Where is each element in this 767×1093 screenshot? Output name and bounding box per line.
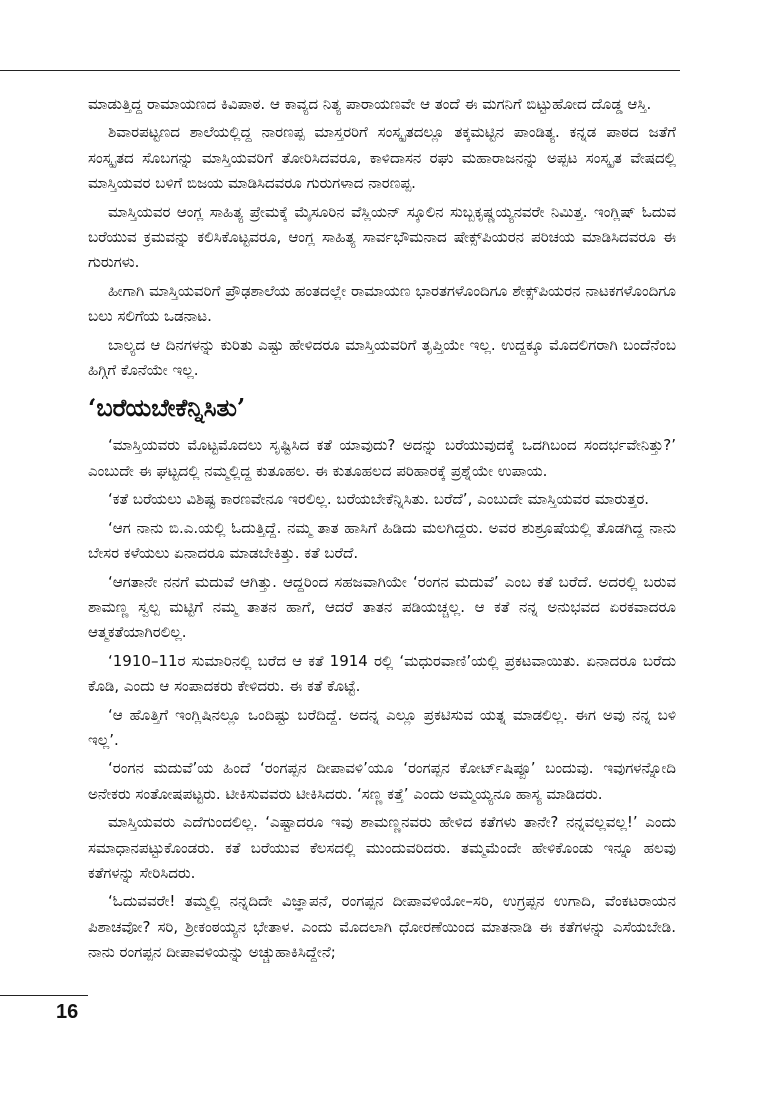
top-divider [0, 70, 680, 71]
paragraph: ‘ರಂಗನ ಮದುವೆ’ಯ ಹಿಂದೆ ‘ರಂಗಪ್ಪನ ದೀಪಾವಳಿ’ಯೂ ‘ರಂಗಪ್ಪನ ಕೋರ್ಟ್‌ಷಿಪ್ಪೂ’ ಬಂದುವು. ಇವುಗಳನ್ನೋದಿ ಅನೇಕರು ಸಂತೋಷಪಟ್ಟರು. ಟೀಕಿಸುವವರು ಟೀಕಿಸಿದರು. ‘ಸಣ್ಣ ಕತ್ತೆ’ ಎಂದು ಅಮ್ಮಯ್ಯನೂ ಹಾಸ್ಯ ಮಾಡಿದರು. [88, 759, 676, 803]
paragraph: ಹೀಗಾಗಿ ಮಾಸ್ತಿಯವರಿಗೆ ಪ್ರೌಢಶಾಲೆಯ ಹಂತದಲ್ಲೇ ರಾಮಾಯಣ ಭಾರತಗಳೊಂದಿಗೂ ಶೇಕ್ಸ್‌ಪಿಯರನ ನಾಟಕಗಳೊಂದಿಗೂ ಬಲು ಸಲಿಗೆಯ ಒಡನಾಟ. [88, 281, 676, 326]
page-body [88, 92, 676, 969]
paragraph: ‘ಆ ಹೊತ್ತಿಗೆ ಇಂಗ್ಲಿಷಿನಲ್ಲೂ ಒಂದಿಷ್ಟು ಬರೆದಿದ್ದೆ. ಅದನ್ನ ಎಲ್ಲೂ ಪ್ರಕಟಿಸುವ ಯತ್ನ ಮಾಡಲಿಲ್ಲ. ಈಗ ಅವು ನನ್ನ ಬಳಿ ಇಲ್ಲ’. [88, 705, 676, 749]
paragraph: ‘ಓದುವವರೇ! ತಮ್ಮಲ್ಲಿ ನನ್ನದಿದೇ ವಿಜ್ಞಾಪನೆ, ರಂಗಪ್ಪನ ದೀಪಾವಳಿಯೋ–ಸರಿ, ಉಗ್ರಪ್ಪನ ಉಗಾದಿ, ವೆಂಕಟರಾಯನ ಪಿಶಾಚವೋ? ಸರಿ, ಶ್ರೀಕಂಠಯ್ಯನ ಭೇತಾಳ. ಎಂದು ಮೊದಲಾಗಿ ಧೋರಣೆಯಿಂದ ಮಾತನಾಡಿ ಈ ಕತೆಗಳನ್ನು ಎಸೆಯಬೇಡಿ. ನಾನು ರಂಗಪ್ಪನ ದೀಪಾವಳಿಯನ್ನು ಅಚ್ಚುಹಾಕಿಸಿದ್ದೇನೆ; [88, 892, 676, 962]
page-number: 16 [56, 1001, 79, 1023]
section-heading: ‘ಬರೆಯಬೇಕೆನ್ನಿಸಿತು’ [88, 393, 246, 423]
paragraph: ‘ಕತೆ ಬರೆಯಲು ವಿಶಿಷ್ಟ ಕಾರಣವೇನೂ ಇರಲಿಲ್ಲ. ಬರೆಯಬೇಕೆನ್ನಿಸಿತು. ಬರೆದೆ’, ಎಂಬುದೇ ಮಾಸ್ತಿಯವರ ಮಾರುತ್ತರ. [108, 490, 650, 509]
paragraph: ‘ಆಗ ನಾನು ಬಿ.ಎ.ಯಲ್ಲಿ ಓದುತ್ತಿದ್ದೆ. ನಮ್ಮ ತಾತ ಹಾಸಿಗೆ ಹಿಡಿದು ಮಲಗಿದ್ದರು. ಅವರ ಶುಶ್ರೂಷೆಯಲ್ಲಿ ತೊಡಗಿದ್ದ ನಾನು ಬೇಸರ ಕಳೆಯಲು ಏನಾದರೂ ಮಾಡಬೇಕಿತ್ತು. ಕತೆ ಬರೆದೆ. [88, 518, 676, 563]
paragraph: ಬಾಲ್ಯದ ಆ ದಿನಗಳನ್ನು ಕುರಿತು ಎಷ್ಟು ಹೇಳಿದರೂ ಮಾಸ್ತಿಯವರಿಗೆ ತೃಪ್ತಿಯೇ ಇಲ್ಲ. ಉದ್ದಕ್ಕೂ ಮೊದಲಿಗರಾಗಿ ಬಂದೆನೆಂಬ ಹಿಗ್ಗಿಗೆ ಕೊನೆಯೇ ಇಲ್ಲ. [88, 335, 676, 380]
footer-divider [0, 995, 88, 996]
paragraph: ಮಾಡುತ್ತಿದ್ದ ರಾಮಾಯಣದ ಕಿವಿಪಾಠ. ಆ ಕಾವ್ಯದ ನಿತ್ಯ ಪಾರಾಯಣವೇ ಆ ತಂದೆ ಈ ಮಗನಿಗೆ ಬಿಟ್ಟುಹೋದ ದೊಡ್ಡ ಆಸ್ತಿ. [88, 95, 652, 113]
paragraph: ಮಾಸ್ತಿಯವರು ಎದೆಗುಂದಲಿಲ್ಲ. ‘ಎಷ್ಟಾದರೂ ಇವು ಶಾಮಣ್ಣನವರು ಹೇಳಿದ ಕತೆಗಳು ತಾನೇ? ನನ್ನವಲ್ಲವಲ್ಲ!’ ಎಂದು ಸಮಾಧಾನಪಟ್ಟುಕೊಂಡರು. ಕತೆ ಬರೆಯುವ ಕೆಲಸದಲ್ಲಿ ಮುಂದುವರಿದರು. ತಮ್ಮಮೆಂದೇ ಹೇಳಿಕೊಂಡು ಇನ್ನೂ ಹಲವು ಕತೆಗಳನ್ನು ಸೇರಿಸಿದರು. [88, 813, 676, 882]
paragraph: ‘ಮಾಸ್ತಿಯವರು ಮೊಟ್ಟಮೊದಲು ಸೃಷ್ಟಿಸಿದ ಕತೆ ಯಾವುದು? ಅದನ್ನು ಬರೆಯುವುದಕ್ಕೆ ಒದಗಿಬಂದ ಸಂದರ್ಭವೇನಿತ್ತು?’ ಎಂಬುದೇ ಈ ಘಟ್ಟದಲ್ಲಿ ನಮ್ಮಲ್ಲಿದ್ದ ಕುತೂಹಲ. ಈ ಕುತೂಹಲದ ಪರಿಹಾರಕ್ಕೆ ಪ್ರಶ್ನೆಯೇ ಉಪಾಯ. [88, 436, 676, 480]
paragraph: ಮಾಸ್ತಿಯವರ ಆಂಗ್ಲ ಸಾಹಿತ್ಯ ಪ್ರೇಮಕ್ಕೆ ಮೈಸೂರಿನ ವೆಸ್ಲಿಯನ್ ಸ್ಕೂಲಿನ ಸುಬ್ಬಕೃಷ್ಣಯ್ಯನವರೇ ನಿಮಿತ್ತ. ಇಂಗ್ಲಿಷ್ ಓದುವ ಬರೆಯುವ ಕ್ರಮವನ್ನು ಕಲಿಸಿಕೊಟ್ಟವರೂ, ಆಂಗ್ಲ ಸಾಹಿತ್ಯ ಸಾರ್ವಭೌಮನಾದ ಷೇಕ್ಸ್‌ಪಿಯರನ ಪರಿಚಯ ಮಾಡಿಸಿದವರೂ ಈ ಗುರುಗಳು. [88, 202, 676, 272]
paragraph: ‘ಆಗತಾನೇ ನನಗೆ ಮದುವೆ ಆಗಿತ್ತು. ಆದ್ದರಿಂದ ಸಹಜವಾಗಿಯೇ ‘ರಂಗನ ಮದುವೆ’ ಎಂಬ ಕತೆ ಬರೆದೆ. ಅದರಲ್ಲಿ ಬರುವ ಶಾಮಣ್ಣ ಸ್ವಲ್ಪ ಮಟ್ಟಿಗೆ ನಮ್ಮ ತಾತನ ಹಾಗೆ, ಆದರೆ ತಾತನ ಪಡಿಯಚ್ಚಲ್ಲ. ಆ ಕತೆ ನನ್ನ ಅನುಭವದ ಏರಕವಾದರೂ ಆತ್ಮಕತೆಯಾಗಿರಲಿಲ್ಲ. [88, 572, 676, 642]
paragraph: ‘1910–11ರ ಸುಮಾರಿನಲ್ಲಿ ಬರೆದ ಆ ಕತೆ 1914 ರಲ್ಲಿ ‘ಮಧುರವಾಣಿ’ಯಲ್ಲಿ ಪ್ರಕಟವಾಯಿತು. ಏನಾದರೂ ಬರೆದು ಕೊಡಿ, ಎಂದು ಆ ಸಂಪಾದಕರು ಕೇಳಿದರು. ಈ ಕತೆ ಕೊಟ್ಟೆ. [88, 651, 676, 696]
paragraph: ಶಿವಾರಪಟ್ಟಣದ ಶಾಲೆಯಲ್ಲಿದ್ದ ನಾರಣಪ್ಪ ಮಾಸ್ತರರಿಗೆ ಸಂಸ್ಕೃತದಲ್ಲೂ ತಕ್ಕಮಟ್ಟಿನ ಪಾಂಡಿತ್ಯ. ಕನ್ನಡ ಪಾಠದ ಜತೆಗೆ ಸಂಸ್ಕೃತದ ಸೊಬಗನ್ನು ಮಾಸ್ತಿಯವರಿಗೆ ತೋರಿಸಿದವರೂ, ಕಾಳಿದಾಸನ ರಘು ಮಹಾರಾಜನನ್ನು ಅಪ್ಪಟ ಸಂಸ್ಕೃತ ವೇಷದಲ್ಲಿ ಮಾಸ್ತಿಯವರ ಬಳಿಗೆ ಬಿಜಯ ಮಾಡಿಸಿದವರೂ ಗುರುಗಳಾದ ನಾರಣಪ್ಪ. [88, 123, 676, 193]
